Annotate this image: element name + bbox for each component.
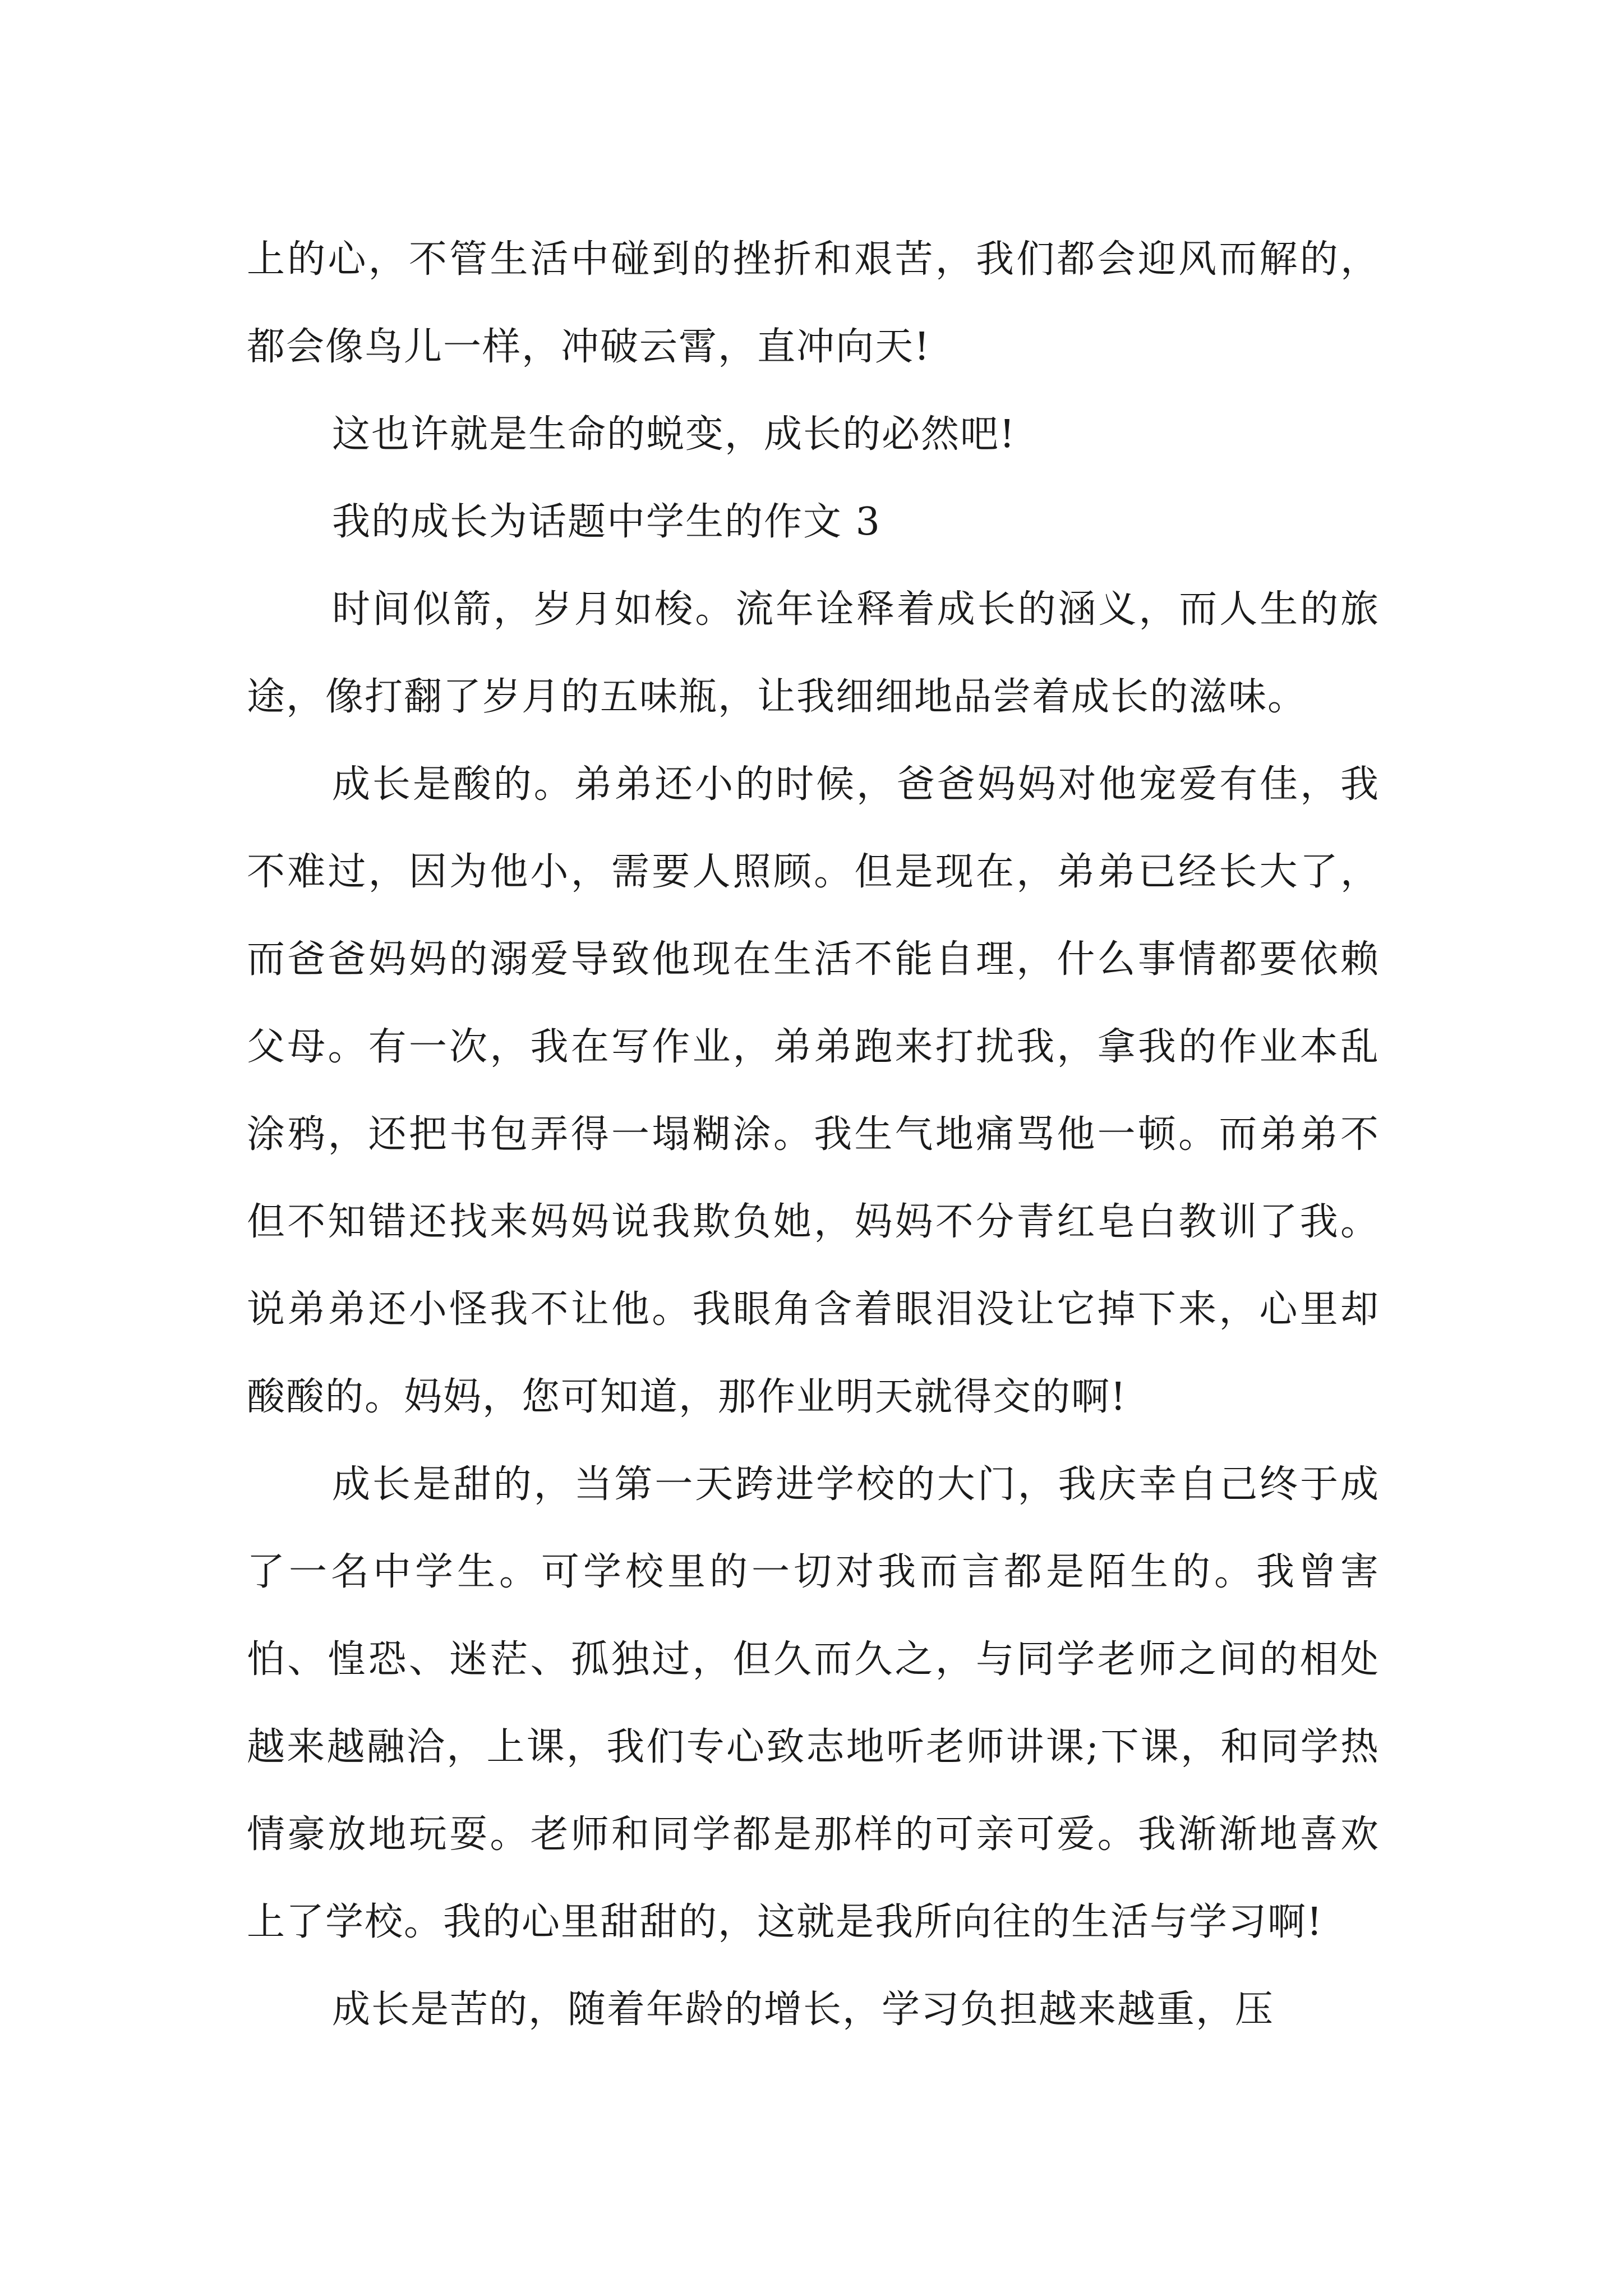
essay-heading: 我的成长为话题中学生的作文 3 (332, 500, 881, 544)
paragraph: 成长是苦的，随着年龄的增长，学习负担越来越重，压 (332, 1987, 1275, 2032)
paragraph: 上的心，不管生活中碰到的挫折和艰苦，我们都会迎风而解的，都会像鸟儿一样，冲破云霄，直冲向天! (247, 237, 1380, 369)
paragraph: 这也许就是生命的蜕变，成长的必然吧! (332, 412, 1016, 457)
paragraph: 成长是甜的，当第一天跨进学校的大门，我庆幸自己终于成了一名中学生。可学校里的一切对我而言都是陌生的。我曾害怕、惶恐、迷茫、孤独过，但久而久之，与同学老师之间的相处越来越融洽，上课，我们专心致志地听老师讲课;下课，和同学热情豪放地玩耍。老师和同学都是那样的可亲可爱。我渐渐地喜欢上了学校。我的心里甜甜的，这就是我所向往的生活与学习啊! (247, 1462, 1380, 1944)
paragraph: 成长是酸的。弟弟还小的时候，爸爸妈妈对他宠爱有佳，我不难过，因为他小，需要人照顾。但是现在，弟弟已经长大了，而爸爸妈妈的溺爱导致他现在生活不能自理，什么事情都要依赖父母。有一次，我在写作业，弟弟跑来打扰我，拿我的作业本乱涂鸦，还把书包弄得一塌糊涂。我生气地痛骂他一顿。而弟弟不但不知错还找来妈妈说我欺负她，妈妈不分青红皂白教训了我。说弟弟还小怪我不让他。我眼角含着眼泪没让它掉下来，心里却酸酸的。妈妈，您可知道，那作业明天就得交的啊! (247, 762, 1380, 1419)
document-body (247, 216, 1380, 2054)
paragraph: 时间似箭，岁月如梭。流年诠释着成长的涵义，而人生的旅途，像打翻了岁月的五味瓶，让我细细地品尝着成长的滋味。 (247, 587, 1380, 719)
